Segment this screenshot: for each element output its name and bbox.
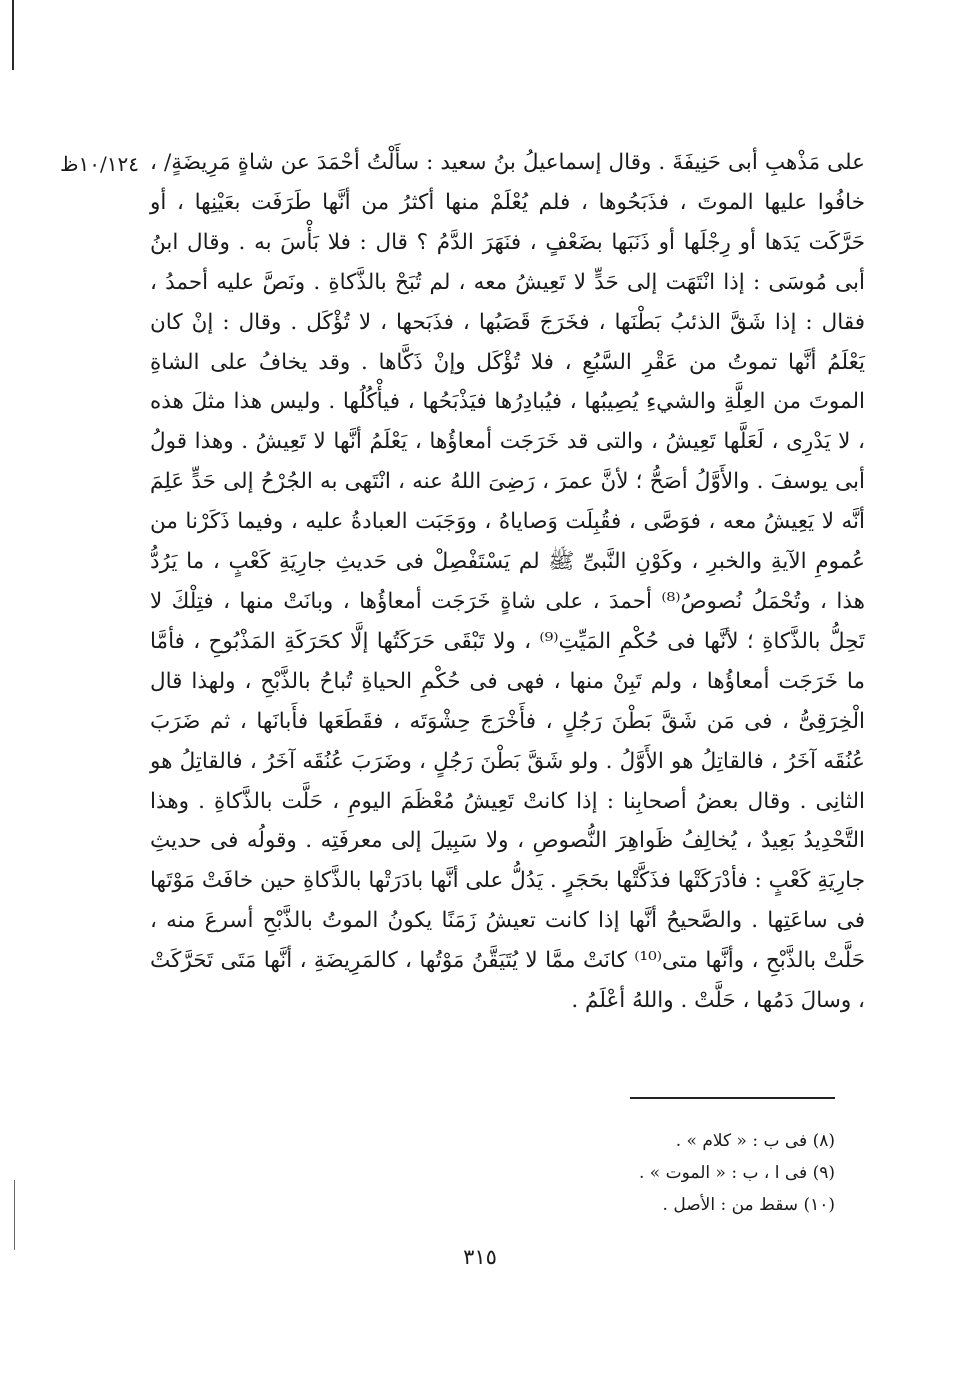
margin-reference: ١٠/١٢٤ظ xyxy=(60,152,139,176)
footnotes xyxy=(560,1125,835,1221)
footnote-8: (٨) فى ب : « كلام » . xyxy=(675,1131,835,1151)
page-number: ٣١٥ xyxy=(463,1245,497,1269)
footnote-10: (١٠) سقط من : الأصل . xyxy=(662,1195,835,1215)
body-paragraph: على مَذْهبِ أبى حَنِيفَةَ . وقال إسماعيلُ بنُ سعيد : سأَلْتُ أحْمَدَ عن شاةٍ مَرِيضَةٍ/ ، خافُوا عليها الموتَ ، فذَبَحُوها ، فلم يُعْلَمْ منها أكثرُ من أنَّها طَرَفَت بعَيْنِها ، أو حَرَّكَت يَدَها أو رِجْلَها أو ذَنَبَها بضَعْفٍ ، فنَهَرَ الدَّمُ ؟ قال : فلا بَأْسَ به . وقال ابنُ أبى مُوسَى : إذا انْتَهَت إلى حَدٍّ لا تَعِيشُ معه ، لم تُبَحْ بالذَّكاةِ . ونَصَّ عليه أحمدُ ، فقال : إذا شَقَّ الذئبُ بَطْنَها ، فخَرَجَ قَصَبُها ، فذَبَحها ، لا تُؤْكَل . وقال : إنْ كان يَعْلَمُ أنَّها تموتُ من عَقْرِ السَّبُعِ ، فلا تُؤْكَل وإنْ ذَكَّاها . وقد يخافُ على الشاةِ الموتَ من العِلَّةِ والشيءِ يُصِيبُها ، فيُبادِرُها فيَذْبَحُها ، فيأْكُلُها . وليس هذا مثلَ هذه ، لا يَدْرِى ، لَعَلَّها تَعِيشُ ، والتى قد خَرَجَت أمعاؤُها ، يَعْلَمُ أنَّها لا تَعِيشُ . وهذا قولُ أبى يوسفَ . والأَوَّلُ أصَحُّ ؛ لأنَّ عمرَ ، رَضِىَ اللهُ عنه ، انْتَهى به الجُرْحُ إلى حَدٍّ عَلِمَ أنَّه لا يَعِيشُ معه ، فوَصَّى ، فقُبِلَت وَصاياهُ ، ووَجَبَت العبادةُ عليه ، وفيما ذَكَرْنا من عُمومِ الآيةِ والخبرِ ، وكَوْنِ النَّبىِّ ﷺ لم يَسْتَفْصِلْ فى حَديثِ جارِيَةِ كَعْبٍ ، ما يَرُدُّ هذا ، وتُحْمَلُ نُصوصُ⁽⁸⁾ أحمدَ ، على شاةٍ خَرَجَت أمعاؤُها ، وبانَتْ منها ، فتِلْكَ لا تَحِلُّ بالذَّكاةِ ؛ لأنَّها فى حُكْمِ المَيِّتِ⁽⁹⁾ ، ولا تَبْقَى حَرَكَتُها إلَّا كحَرَكَةِ المَذْبُوحِ ، فأمَّا ما خَرَجَت أمعاؤُها ، ولم تَبِنْ منها ، فهى فى حُكْمِ الحياةِ تُباحُ بالذَّبْحِ ، ولهذا قال الْخِرَقِىُّ ، فى مَن شَقَّ بَطْنَ رَجُلٍ ، فأَخْرَجَ حِشْوَتَه ، فقَطَعَها فأَبانَها ، ثم ضَرَبَ عُنُقَه آخَرُ ، فالقاتِلُ هو الأَوَّلُ . ولو شَقَّ بَطْنَ رَجُلٍ ، وضَرَبَ عُنُقَه آخَرُ ، فالقاتِلُ هو الثانِى . وقال بعضُ أصحابِنا : إذا كانتْ تَعِيشُ مُعْظَمَ اليومِ ، حَلَّت بالذَّكاةِ . وهذا التَّحْدِيدُ بَعِيدٌ ، يُخالِفُ ظَواهِرَ النُّصوصِ ، ولا سَبِيلَ إلى معرفَتِه . وقولُه فى حديثِ جارِيَةِ كَعْبٍ : فأدْرَكَتْها فذَكَّتْها بحَجَرٍ . يَدُلُّ على أنَّها بادَرَتْها بالذَّكاةِ حين خافَتْ مَوْتَها فى ساعَتِها . والصَّحيحُ أنَّها إذا كانت تعيشُ زَمَنًا يكونُ الموتُ بالذَّبْحِ أسرعَ منه ، حَلَّتْ بالذَّبْحِ ، وأنَّها متى⁽¹⁰⁾ كانَتْ ممَّا لا يُتَيَقَّنُ مَوْتُها ، كالمَرِيضَةِ ، أنَّها مَتَى تَحَرَّكَتْ ، وسالَ دَمُها ، حَلَّتْ . واللهُ أعْلَمُ . xyxy=(150,150,865,1014)
scan-edge-mark xyxy=(12,0,14,70)
main-text-body xyxy=(150,143,865,1021)
footnote-9: (٩) فى ا ، ب : « الموت » . xyxy=(638,1163,835,1183)
footnote-separator-rule xyxy=(630,1097,835,1099)
scan-edge-mark-lower xyxy=(14,1180,15,1250)
